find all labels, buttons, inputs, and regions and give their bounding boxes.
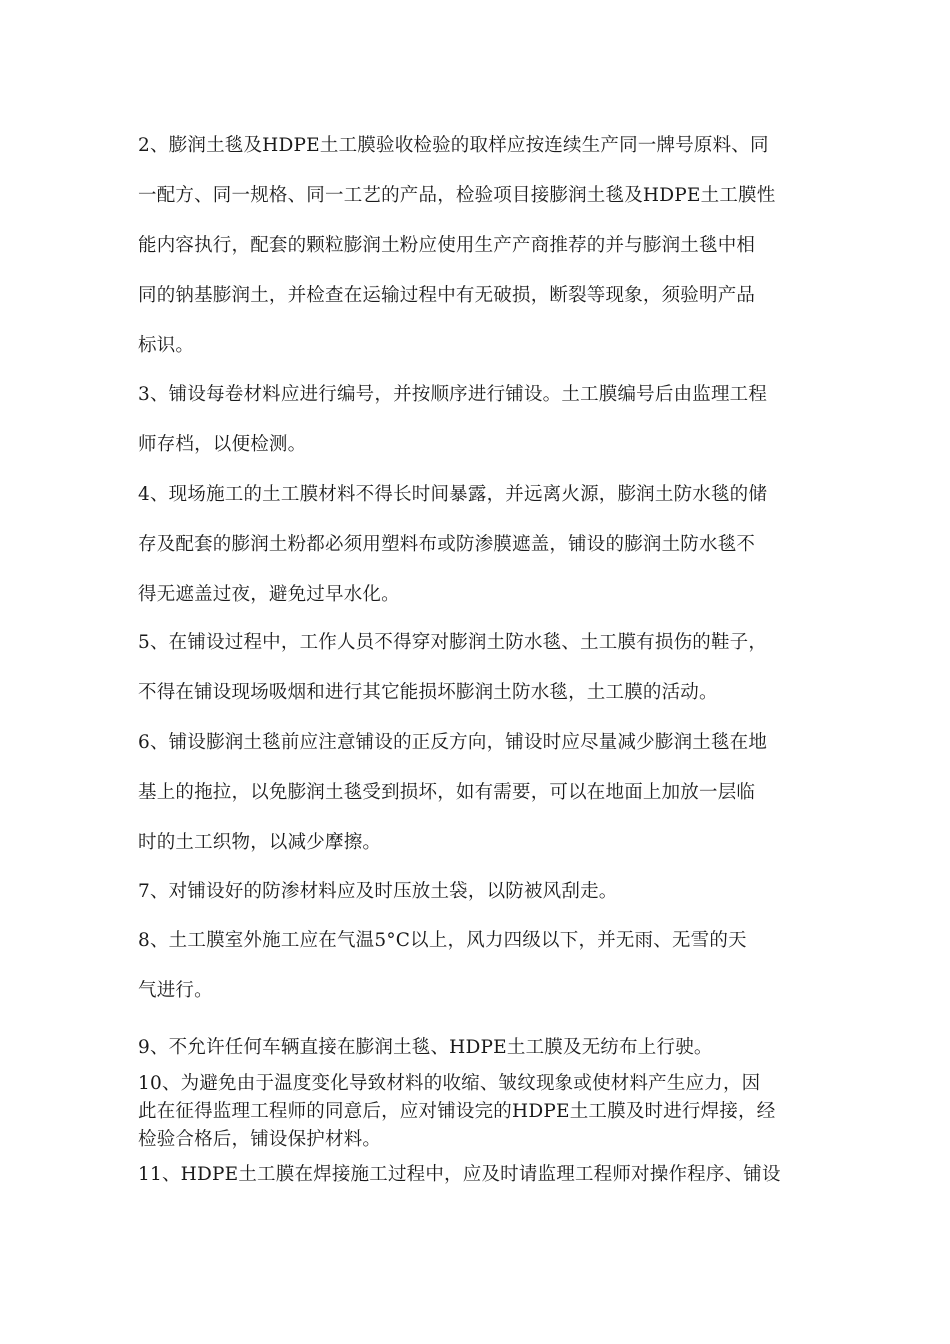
text-line: 存及配套的膨润土粉都必须用塑料布或防渗膜遮盖，铺设的膨润土防水毯不	[138, 534, 756, 555]
text-line: 3、铺设每卷材料应进行编号，并按顺序进行铺设。土工膜编号后由监理工程	[138, 384, 768, 405]
text-line: 不得在铺设现场吸烟和进行其它能损坏膨润土防水毯，土工膜的活动。	[138, 682, 718, 703]
text-line: 4、现场施工的土工膜材料不得长时间暴露，并远离火源，膨润土防水毯的储	[138, 484, 768, 505]
text-line: 时的土工织物，以减少摩擦。	[138, 832, 382, 853]
paragraph-10	[138, 1070, 818, 1154]
paragraph-9	[138, 1023, 818, 1073]
text-line: 此在征得监理工程师的同意后，应对铺设完的HDPE土工膜及时进行焊接，经	[138, 1101, 776, 1122]
text-line: 标识。	[138, 335, 195, 356]
paragraph-2	[138, 121, 818, 371]
text-line: 同的钠基膨润土，并检查在运输过程中有无破损，断裂等现象，须验明产品	[138, 285, 756, 306]
text-line: 2、膨润土毯及HDPE土工膜验收检验的取样应按连续生产同一牌号原料、同	[138, 135, 769, 156]
text-line: 5、在铺设过程中，工作人员不得穿对膨润土防水毯、土工膜有损伤的鞋子，	[138, 632, 768, 653]
text-line: 一配方、同一规格、同一工艺的产品，检验项目接膨润土毯及HDPE土工膜性	[138, 185, 776, 206]
text-line: 得无遮盖过夜，避免过早水化。	[138, 584, 400, 605]
paragraph-11	[138, 1150, 818, 1200]
text-line: 7、对铺设好的防渗材料应及时压放土袋，以防被风刮走。	[138, 881, 618, 902]
text-line: 6、铺设膨润土毯前应注意铺设的正反方向，铺设时应尽量减少膨润土毯在地	[138, 732, 768, 753]
text-line: 气进行。	[138, 980, 213, 1001]
text-line: 师存档，以便检测。	[138, 434, 307, 455]
paragraph-6	[138, 718, 818, 868]
paragraph-3	[138, 370, 818, 470]
text-line: 检验合格后，铺设保护材料。	[138, 1129, 382, 1150]
text-line: 10、为避免由于温度变化导致材料的收缩、皱纹现象或使材料产生应力，因	[138, 1073, 761, 1094]
paragraph-4	[138, 470, 818, 620]
paragraph-8	[138, 916, 818, 1016]
text-line: 11、HDPE土工膜在焊接施工过程中，应及时请监理工程师对操作程序、铺设	[138, 1164, 781, 1185]
paragraph-7	[138, 867, 818, 917]
text-line: 9、不允许任何车辆直接在膨润土毯、HDPE土工膜及无纺布上行驶。	[138, 1037, 713, 1058]
text-line: 8、土工膜室外施工应在气温5°C以上，风力四级以下，并无雨、无雪的天	[138, 930, 747, 951]
text-line: 能内容执行，配套的颗粒膨润土粉应使用生产产商推荐的并与膨润土毯中相	[138, 235, 756, 256]
text-line: 基上的拖拉，以免膨润土毯受到损坏，如有需要，可以在地面上加放一层临	[138, 782, 756, 803]
paragraph-5	[138, 618, 818, 718]
